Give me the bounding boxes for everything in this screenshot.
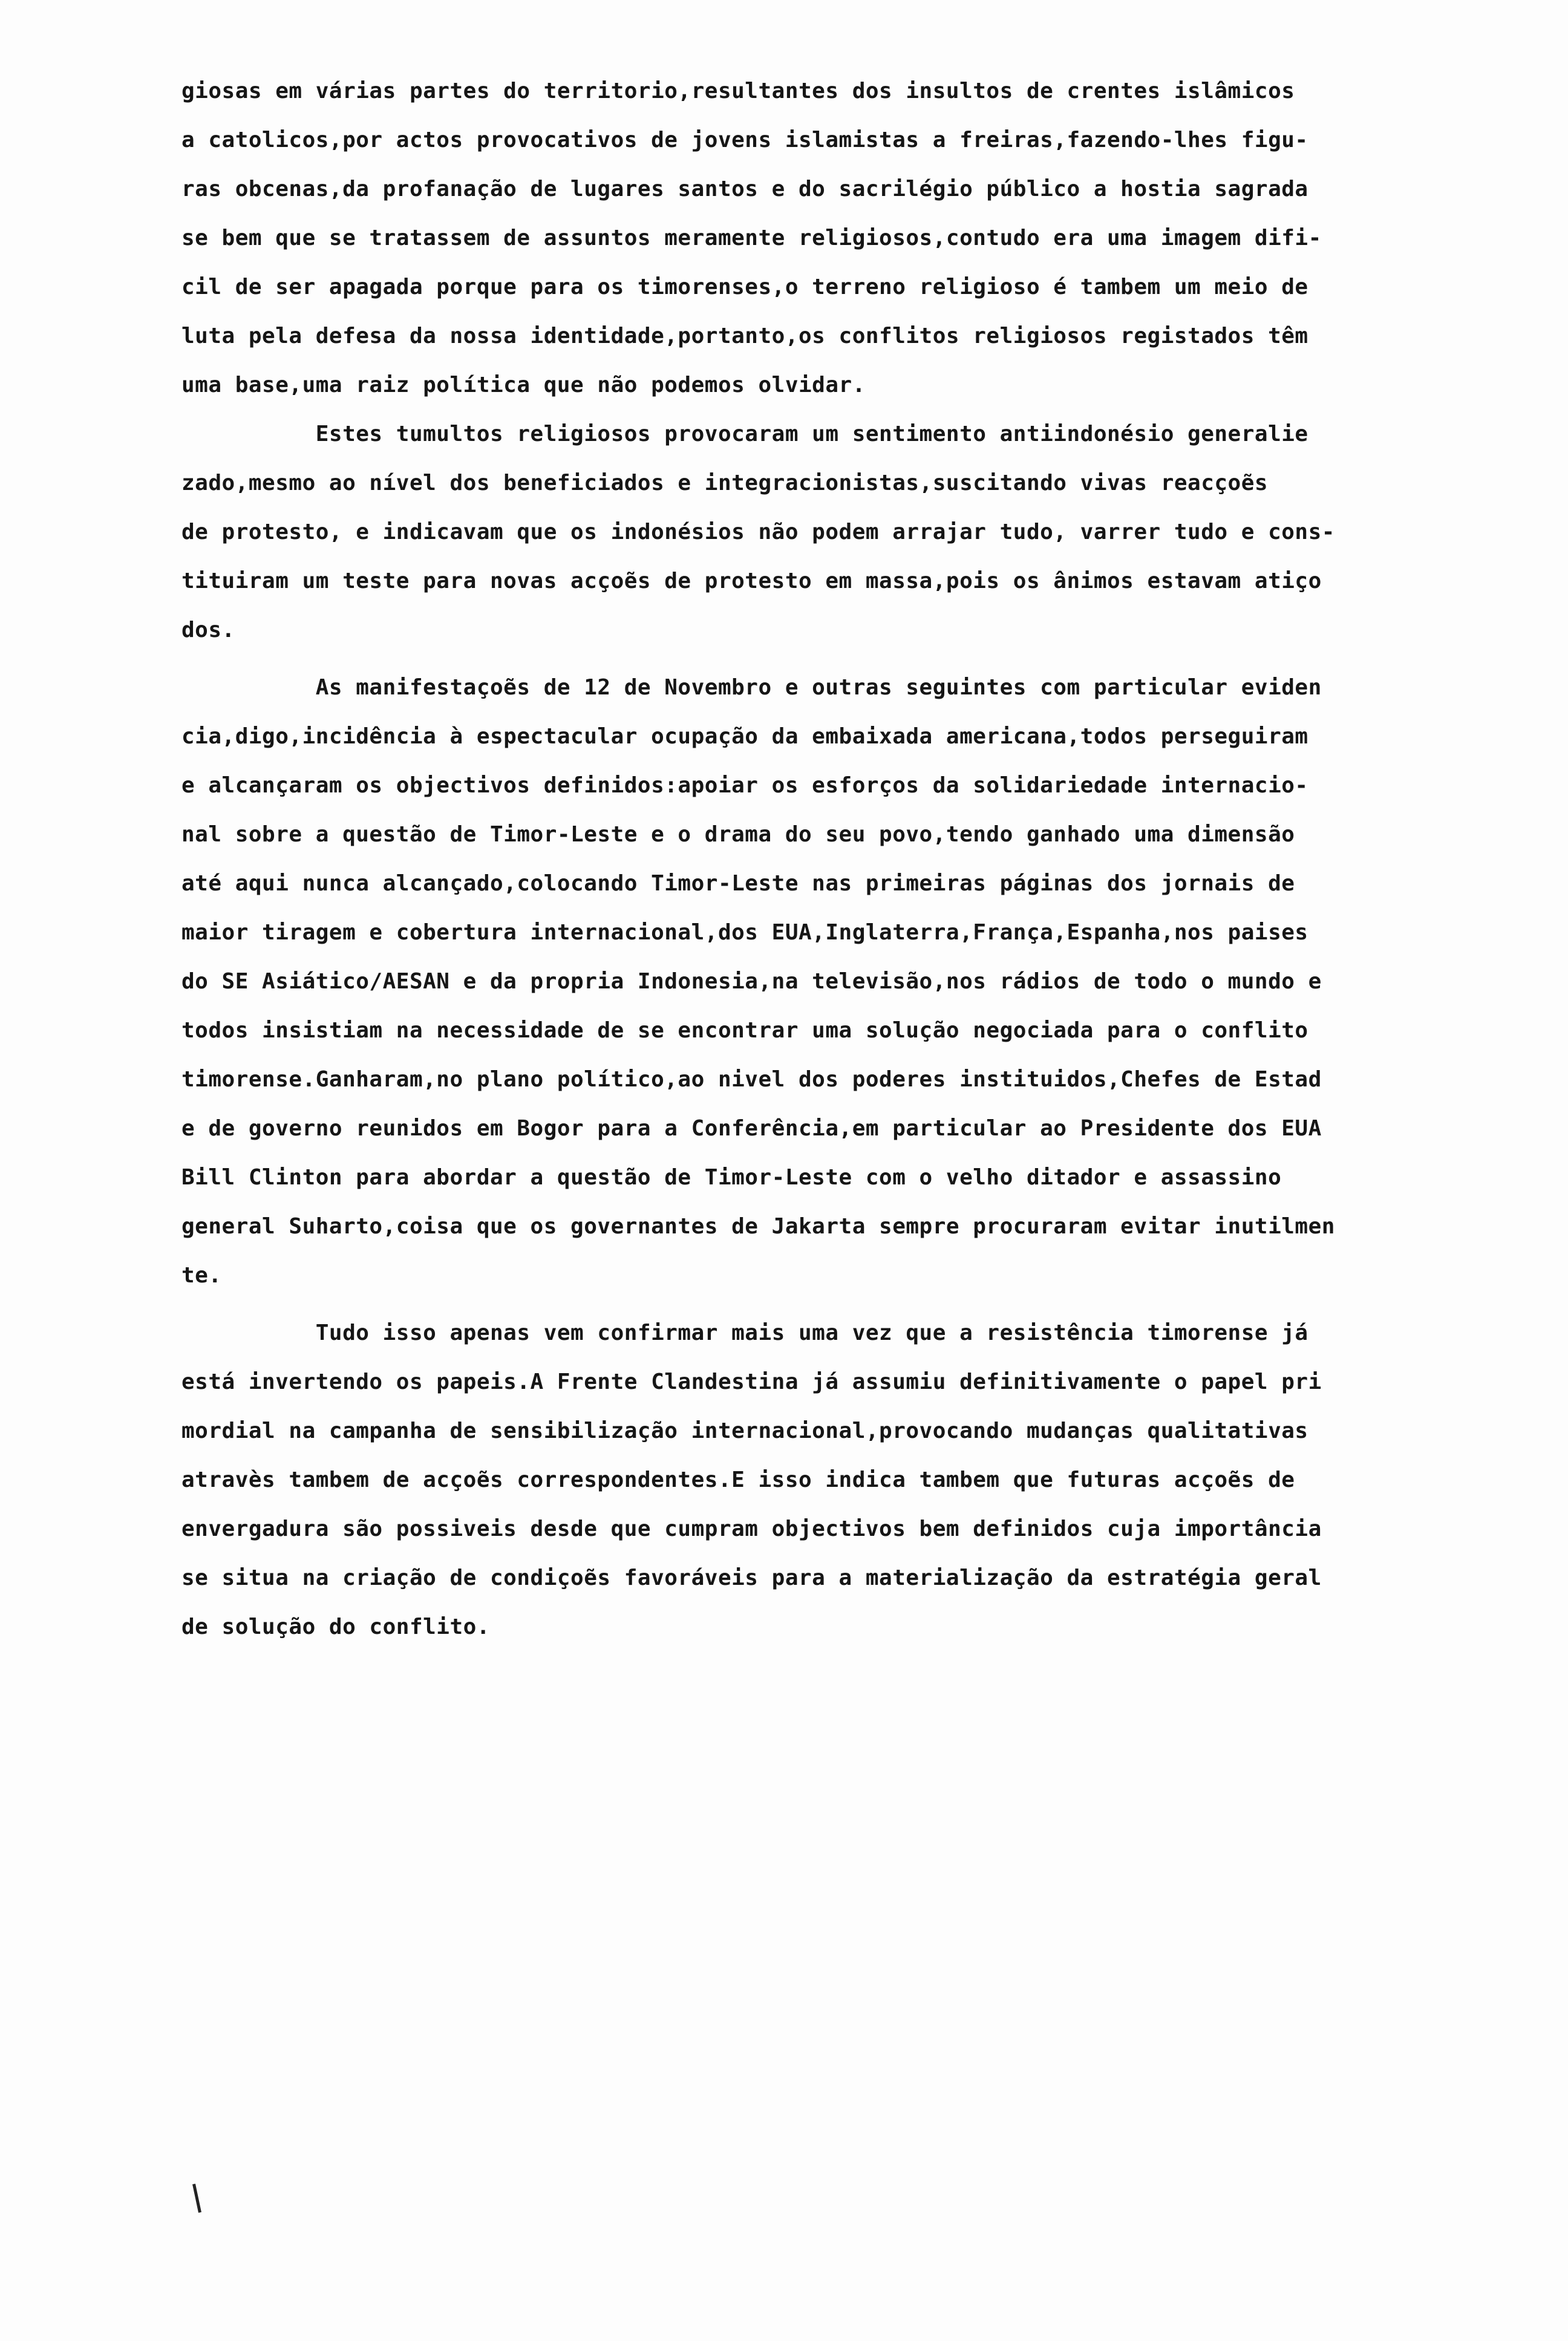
text-line: As manifestaçoẽs de 12 de Novembro e outras seguintes com particular eviden <box>181 675 1322 700</box>
text-line: está invertendo os papeis.A Frente Clandestina já assumiu definitivamente o papel pri <box>181 1370 1322 1394</box>
text-line: até aqui nunca alcançado,colocando Timor-Leste nas primeiras páginas dos jornais de <box>181 871 1295 896</box>
text-line: a catolicos,por actos provocativos de jovens islamistas a freiras,fazendo-lhes figu- <box>181 128 1308 152</box>
text-line: e de governo reunidos em Bogor para a Conferência,em particular ao Presidente dos EUA <box>181 1116 1322 1141</box>
paragraph-gap <box>181 1300 1488 1308</box>
text-line: tituiram um teste para novas acçoẽs de protesto em massa,pois os ânimos estavam atiço <box>181 569 1322 593</box>
text-line: giosas em várias partes do territorio,resultantes dos insultos de crentes islâmicos <box>181 79 1295 103</box>
text-line: luta pela defesa da nossa identidade,portanto,os conflitos religiosos registados têm <box>181 324 1308 348</box>
text-line: te. <box>181 1263 222 1288</box>
text-line: mordial na campanha de sensibilização internacional,provocando mudanças qualitativas <box>181 1419 1308 1443</box>
paragraph-4 <box>181 1308 1488 1651</box>
document-body <box>181 67 1488 1651</box>
text-line: cil de ser apagada porque para os timorenses,o terreno religioso é tambem um meio de <box>181 275 1308 299</box>
stray-pen-mark <box>192 2184 201 2213</box>
text-line: do SE Asiático/AESAN e da propria Indonesia,na televisão,nos rádios de todo o mundo e <box>181 969 1322 994</box>
text-line: uma base,uma raiz política que não podemos olvidar. <box>181 373 866 397</box>
text-line: Estes tumultos religiosos provocaram um sentimento antiindonésio generalie <box>181 422 1308 446</box>
text-line: de protesto, e indicavam que os indonésios não podem arrajar tudo, varrer tudo e cons- <box>181 520 1335 544</box>
text-line: cia,digo,incidência à espectacular ocupação da embaixada americana,todos perseguiram <box>181 724 1308 749</box>
text-line: general Suharto,coisa que os governantes de Jakarta sempre procuraram evitar inutilmen <box>181 1214 1335 1239</box>
text-line: Bill Clinton para abordar a questão de Timor-Leste com o velho ditador e assassino <box>181 1165 1282 1190</box>
text-line: dos. <box>181 618 235 642</box>
text-line: se situa na criação de condiçoẽs favoráveis para a materialização da estratégia geral <box>181 1566 1322 1590</box>
paragraph-3 <box>181 663 1488 1300</box>
text-line: nal sobre a questão de Timor-Leste e o drama do seu povo,tendo ganhado uma dimensão <box>181 822 1295 847</box>
text-line: zado,mesmo ao nível dos beneficiados e integracionistas,suscitando vivas reacçoẽs <box>181 471 1269 495</box>
paragraph-2 <box>181 410 1488 655</box>
text-line: e alcançaram os objectivos definidos:apoiar os esforços da solidariedade internacio- <box>181 773 1308 798</box>
text-line: timorense.Ganharam,no plano político,ao nivel dos poderes instituidos,Chefes de Estad <box>181 1067 1322 1092</box>
text-line: maior tiragem e cobertura internacional,dos EUA,Inglaterra,França,Espanha,nos paises <box>181 920 1308 945</box>
text-line: se bem que se tratassem de assuntos meramente religiosos,contudo era uma imagem difi- <box>181 226 1322 250</box>
paragraph-1 <box>181 67 1488 410</box>
text-line: Tudo isso apenas vem confirmar mais uma vez que a resistência timorense já <box>181 1321 1308 1345</box>
text-line: envergadura são possiveis desde que cumpram objectivos bem definidos cuja importância <box>181 1517 1322 1541</box>
text-line: ras obcenas,da profanação de lugares santos e do sacrilégio público a hostia sagrada <box>181 177 1308 201</box>
text-line: atravès tambem de acçoẽs correspondentes.E isso indica tambem que futuras acçoẽs de <box>181 1468 1295 1492</box>
paragraph-gap <box>181 655 1488 663</box>
text-line: todos insistiam na necessidade de se encontrar uma solução negociada para o conflito <box>181 1018 1308 1043</box>
text-line: de solução do conflito. <box>181 1615 490 1639</box>
